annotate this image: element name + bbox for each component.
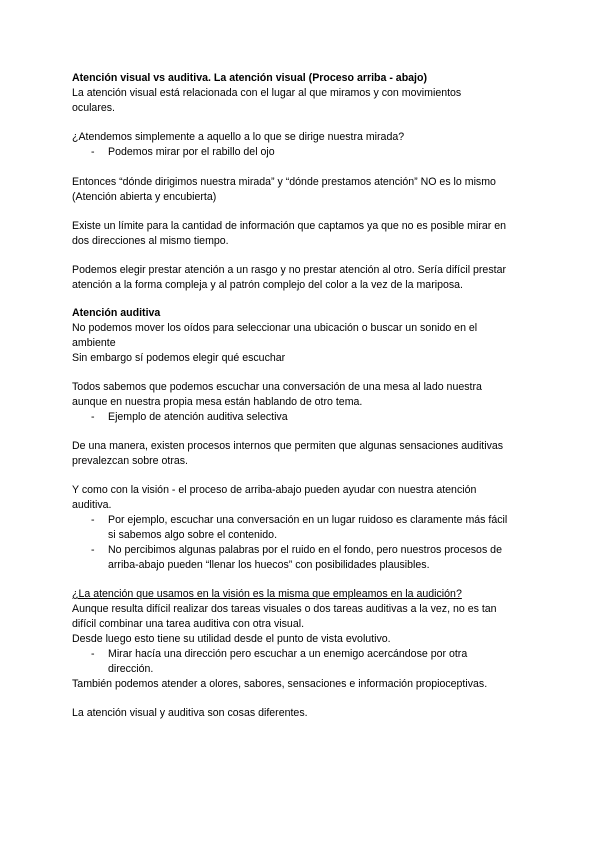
paragraph-line: auditiva.: [72, 499, 112, 511]
paragraph-line: La atención visual está relacionada con el lugar al que miramos y con movimientos: [72, 87, 462, 99]
paragraph-line: Entonces “dónde dirigimos nuestra mirada” y “dónde prestamos atención” NO es lo mismo: [72, 176, 496, 188]
paragraph-line: dos direcciones al mismo tiempo.: [72, 235, 229, 247]
paragraph-line: oculares.: [72, 102, 115, 114]
paragraph-line: Sin embargo sí podemos elegir qué escuchar: [72, 352, 286, 364]
paragraph-line: También podemos atender a olores, sabores, sensaciones e información propioceptivas.: [72, 678, 488, 690]
paragraph-line: Podemos elegir prestar atención a un rasgo y no prestar atención al otro. Sería difícil prestar: [72, 264, 506, 276]
bullet-item-continued: si sabemos algo sobre el contenido.: [108, 529, 278, 541]
paragraph-line: Existe un límite para la cantidad de información que captamos ya que no es posible mirar en: [72, 220, 506, 232]
paragraph-line: difícil combinar una tarea auditiva con otra visual.: [72, 618, 305, 630]
bullet-item: Ejemplo de atención auditiva selectiva: [108, 411, 288, 423]
question-heading: ¿La atención que usamos en la visión es la misma que empleamos en la audición?: [72, 588, 462, 600]
paragraph-line: Todos sabemos que podemos escuchar una conversación de una mesa al lado nuestra: [72, 381, 482, 393]
bullet-dash: -: [91, 514, 95, 526]
bullet-dash: -: [91, 146, 95, 158]
bullet-dash: -: [91, 544, 95, 556]
question-line: ¿Atendemos simplemente a aquello a lo que se dirige nuestra mirada?: [72, 131, 405, 143]
bullet-item-continued: arriba-abajo pueden “llenar los huecos” con posibilidades plausibles.: [108, 559, 430, 571]
bullet-dash: -: [91, 411, 95, 423]
bullet-item: Podemos mirar por el rabillo del ojo: [108, 146, 275, 158]
paragraph-line: (Atención abierta y encubierta): [72, 191, 217, 203]
paragraph-line: De una manera, existen procesos internos que permiten que algunas sensaciones auditivas: [72, 440, 504, 452]
paragraph-line: No podemos mover los oídos para seleccionar una ubicación o buscar un sonido en el: [72, 322, 478, 334]
bullet-item-continued: dirección.: [108, 663, 154, 675]
conclusion-line: La atención visual y auditiva son cosas diferentes.: [72, 707, 308, 719]
paragraph-line: prevalezcan sobre otras.: [72, 455, 189, 467]
paragraph-line: Aunque resulta difícil realizar dos tareas visuales o dos tareas auditivas a la vez, no es tan: [72, 603, 497, 615]
paragraph-line: aunque en nuestra propia mesa están hablando de otro tema.: [72, 396, 363, 408]
paragraph-line: atención a la forma compleja y al patrón complejo del color a la vez de la mariposa.: [72, 279, 463, 291]
bullet-item: No percibimos algunas palabras por el ruido en el fondo, pero nuestros procesos de: [108, 544, 502, 556]
bullet-item: Por ejemplo, escuchar una conversación en un lugar ruidoso es claramente más fácil: [108, 514, 508, 526]
bullet-item: Mirar hacía una dirección pero escuchar a un enemigo acercándose por otra: [108, 648, 468, 660]
bullet-dash: -: [91, 648, 95, 660]
section-title-visual: Atención visual vs auditiva. La atención visual (Proceso arriba - abajo): [72, 72, 427, 84]
paragraph-line: Desde luego esto tiene su utilidad desde el punto de vista evolutivo.: [72, 633, 391, 645]
paragraph-line: ambiente: [72, 337, 116, 349]
paragraph-line: Y como con la visión - el proceso de arriba-abajo pueden ayudar con nuestra atención: [72, 484, 477, 496]
section-title-auditory: Atención auditiva: [72, 307, 161, 319]
